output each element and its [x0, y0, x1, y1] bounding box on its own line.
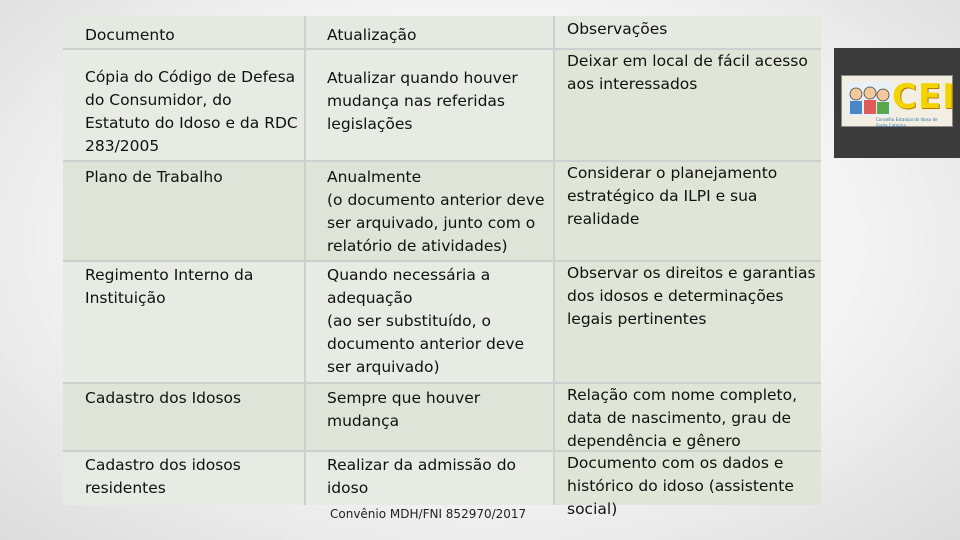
row-3-atualizacao: Quando necessária a adequação (ao ser substituído, o documento anterior deve ser arquivado): [306, 262, 553, 382]
row-5-atualizacao: Realizar da admissão do idoso: [306, 452, 553, 505]
row-4-observacoes: Relação com nome completo, data de nascimento, grau de dependência e gênero: [555, 384, 821, 450]
logo-text: CEI: [892, 77, 956, 117]
header-atualizacao: Atualização: [306, 16, 553, 48]
row-2-atualizacao: Anualmente (o documento anterior deve ser arquivado, junto com o relatório de atividades): [306, 162, 553, 260]
row-5-documento: Cadastro dos idosos residentes: [63, 452, 304, 505]
elderly-faces-icon: [846, 82, 892, 116]
row-1-atualizacao: Atualizar quando houver mudança nas referidas legislações: [306, 50, 553, 160]
cei-logo: [841, 75, 956, 128]
header-observacoes: Observações: [555, 16, 821, 48]
row-2-documento: Plano de Trabalho: [63, 162, 304, 260]
row-1-documento: Cópia do Código de Defesa do Consumidor, do Estatuto do Idoso e da RDC 283/2005: [63, 50, 304, 160]
header-documento: Documento: [63, 16, 304, 48]
row-5-observacoes: Documento com os dados e histórico do idoso (assistente social): [555, 452, 821, 505]
row-2-observacoes: Considerar o planejamento estratégico da ILPI e sua realidade: [555, 162, 821, 260]
footer-agreement: Convênio MDH/FNI 852970/2017: [330, 507, 527, 521]
row-1-observacoes: Deixar em local de fácil acesso aos interessados: [555, 50, 821, 160]
row-4-atualizacao: Sempre que houver mudança: [306, 384, 553, 450]
row-3-documento: Regimento Interno da Instituição: [63, 262, 304, 382]
logo-subtitle: Conselho Estadual do Idoso de Santa Catarina: [876, 117, 938, 128]
row-4-documento: Cadastro dos Idosos: [63, 384, 304, 450]
row-3-observacoes: Observar os direitos e garantias dos idosos e determinações legais pertinentes: [555, 262, 821, 382]
